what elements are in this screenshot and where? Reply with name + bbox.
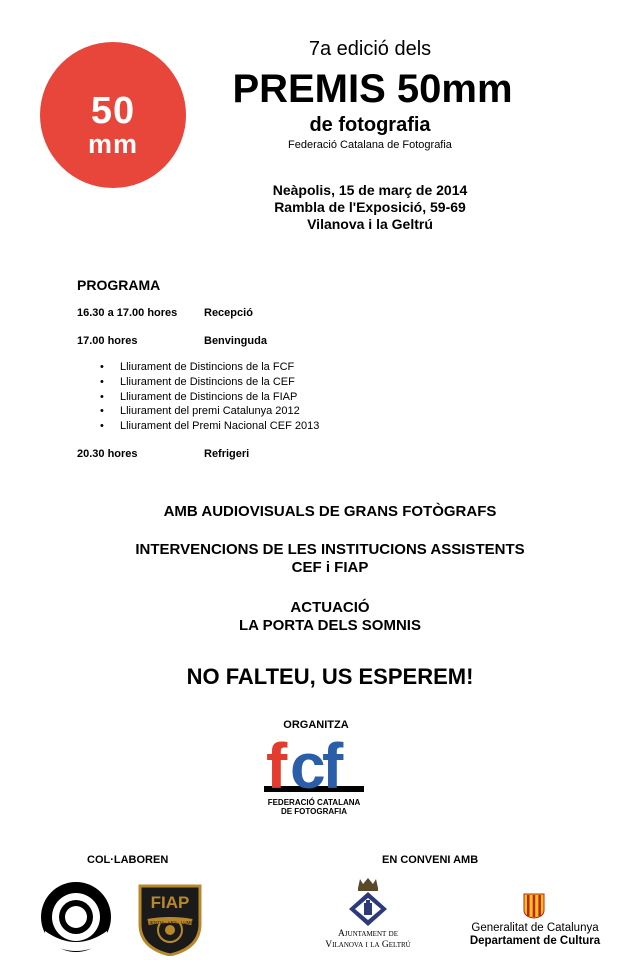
program-activity: Benvinguda xyxy=(204,335,267,347)
ajuntament-name xyxy=(298,929,438,951)
generalitat-line: Generalitat de Catalunya xyxy=(471,922,599,934)
premis-50mm-logo xyxy=(40,42,186,188)
program-row xyxy=(77,335,267,347)
fcf-logo xyxy=(264,732,364,804)
actuacio-line: ACTUACIÓ xyxy=(290,599,370,616)
fiap-logo-text: FIAP xyxy=(150,893,190,912)
program-items-list xyxy=(100,360,319,434)
interventions-line: CEF i FIAP xyxy=(291,559,369,576)
fcf-letter-f2: f xyxy=(322,732,344,802)
fiap-logo xyxy=(134,878,206,956)
list-item: • Lliurament del Premi Nacional CEF 2013 xyxy=(100,419,319,434)
program-time: 16.30 a 17.00 hores xyxy=(77,307,178,319)
program-activity: Refrigeri xyxy=(204,448,250,460)
actuacio-line: LA PORTA DELS SOMNIS xyxy=(239,617,421,634)
program-row xyxy=(77,307,253,319)
edition-text: 7a edició dels xyxy=(308,38,432,60)
event-address: Rambla de l'Exposició, 59-69 xyxy=(274,199,466,215)
interventions-line: INTERVENCIONS DE LES INSTITUCIONS ASSISTENTS xyxy=(135,541,525,558)
eye-logo xyxy=(40,881,112,953)
fcf-letter-f1: f xyxy=(266,732,288,802)
fcf-name-line: FEDERACIÓ CATALANA xyxy=(267,798,361,807)
list-item: • Lliurament del premi Catalunya 2012 xyxy=(100,404,319,419)
fiap-motto: SCIENTIA · ARS · LUMEN xyxy=(143,920,197,925)
program-row xyxy=(77,448,249,460)
fcf-letter-c: c xyxy=(290,732,326,802)
program-time: 17.00 hores xyxy=(77,335,138,347)
page-subtitle: de fotografia xyxy=(309,114,431,136)
logo-number: 50 xyxy=(90,90,136,132)
logo-unit: mm xyxy=(87,129,138,159)
closing-message: NO FALTEU, US ESPEREM! xyxy=(186,664,474,689)
event-city: Vilanova i la Geltrú xyxy=(307,216,433,232)
ajuntament-line: Vilanova i la Geltrú xyxy=(325,940,411,950)
list-item: • Lliurament de Distincions de la FCF xyxy=(100,360,319,375)
audiovisuals-heading: AMB AUDIOVISUALS DE GRANS FOTÒGRAFS xyxy=(163,503,497,520)
generalitat-flag-icon xyxy=(523,893,545,919)
ajuntament-crest-icon xyxy=(343,876,393,928)
agreement-label: EN CONVENI AMB xyxy=(382,854,479,866)
program-title: PROGRAMA xyxy=(77,277,161,293)
organizer-label: ORGANITZA xyxy=(283,719,349,731)
program-activity: Recepció xyxy=(204,307,253,319)
event-date: Neàpolis, 15 de març de 2014 xyxy=(272,182,468,198)
event-info xyxy=(245,182,495,233)
page-title: PREMIS 50mm xyxy=(232,67,513,111)
program-time: 20.30 hores xyxy=(77,448,138,460)
interventions-heading xyxy=(60,541,600,577)
fcf-name-line: DE FOTOGRAFIA xyxy=(280,807,348,816)
list-item: • Lliurament de Distincions de la CEF xyxy=(100,375,319,390)
collaborators-label: COL·LABOREN xyxy=(87,854,169,866)
generalitat-line: Departament de Cultura xyxy=(469,935,601,947)
generalitat-name xyxy=(455,922,615,948)
actuacio-heading xyxy=(60,599,600,635)
list-item: • Lliurament de Distincions de la FIAP xyxy=(100,390,319,405)
fcf-name xyxy=(250,798,378,816)
federation-name: Federació Catalana de Fotografia xyxy=(288,139,452,151)
ajuntament-line: Ajuntament de xyxy=(337,929,398,939)
